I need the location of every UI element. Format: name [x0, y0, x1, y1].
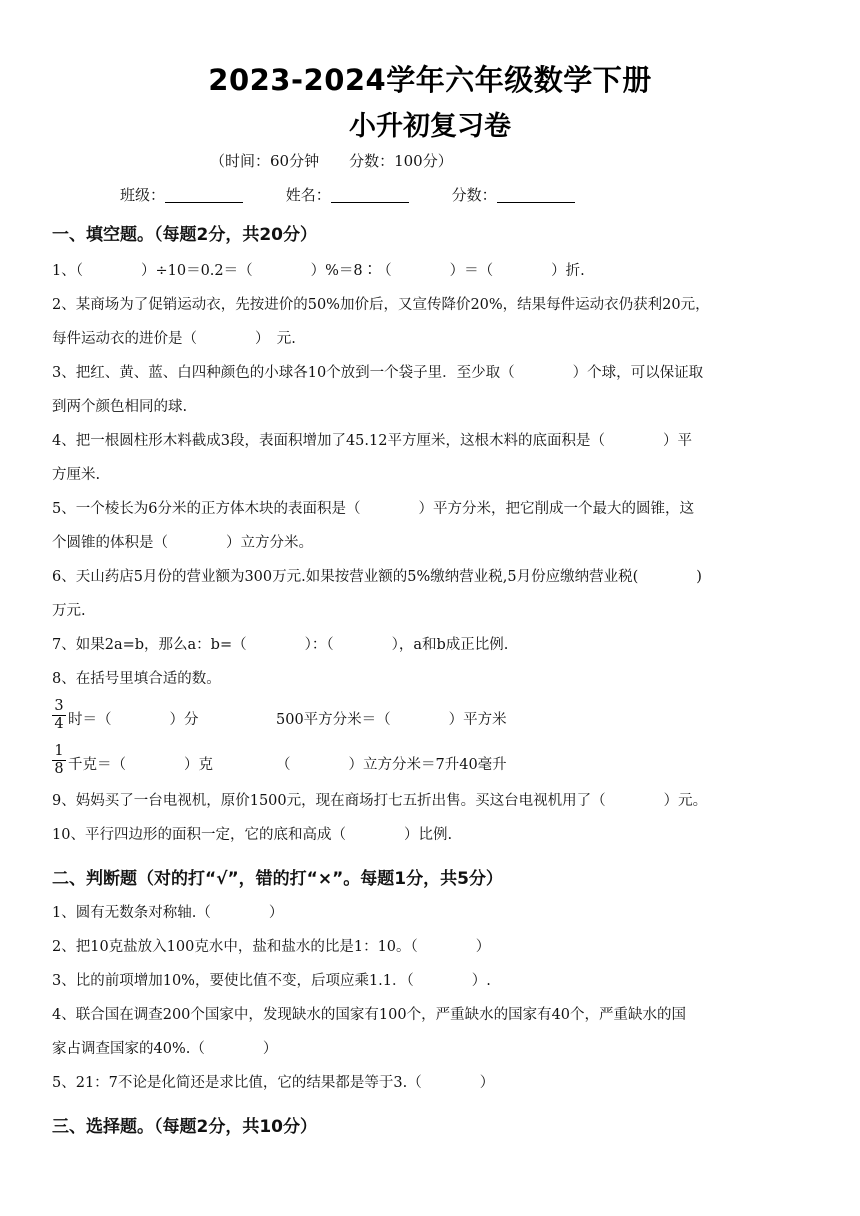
class-label: 班级：	[120, 186, 166, 204]
class-blank[interactable]	[165, 188, 243, 203]
question-1-4-line2: 方厘米.	[52, 467, 101, 483]
question-1-7: 7、如果2a=b，那么a：b=（ ）：（ ），a和b成正比例.	[52, 637, 509, 653]
exam-title: 2023-2024学年六年级数学下册	[208, 63, 652, 97]
section-heading-fill-in: 一、填空题。（每题2分，共20分）	[52, 225, 317, 245]
question-2-2: 2、把10克盐放入100克水中，盐和盐水的比是1：10。（ ）	[52, 939, 491, 955]
question-1-6-line2: 万元.	[52, 603, 86, 619]
name-field	[286, 184, 409, 205]
fraction-numerator: 3	[52, 698, 66, 716]
score-label: 分数：	[451, 186, 497, 204]
fraction-numerator: 1	[52, 743, 66, 761]
question-1-2-line2: 每件运动衣的进价是（ ） 元.	[52, 331, 296, 347]
question-1-6-line1: 6、天山药店5月份的营业额为300万元.如果按营业额的5%缴纳营业税,5月份应缴纳营业税( )	[52, 569, 702, 585]
question-2-4-line2: 家占调查国家的40%.（ ）	[52, 1041, 278, 1057]
fraction-three-quarters	[52, 698, 66, 733]
q8-cubic-dm-volume: （ ）立方分米＝7升40毫升	[276, 757, 507, 773]
time-score-info: （时间：60分钟 分数：100分）	[210, 152, 453, 170]
question-1-9: 9、妈妈买了一台电视机，原价1500元，现在商场打七五折出售。买这台电视机用了（ ）元。	[52, 793, 708, 809]
exam-subtitle: 小升初复习卷	[349, 111, 511, 142]
question-1-2-line1: 2、某商场为了促销运动衣，先按进价的50%加价后，又宣传降价20%，结果每件运动衣仍获利20元，	[52, 297, 710, 313]
question-2-4-line1: 4、联合国在调查200个国家中，发现缺水的国家有100个，严重缺水的国家有40个，严重缺水的国	[52, 1007, 687, 1023]
question-2-1: 1、圆有无数条对称轴.（ ）	[52, 905, 284, 921]
q8-hours-to-minutes: 时＝（ ）分	[68, 712, 199, 728]
q8-kg-to-g: 千克＝（ ）克	[68, 757, 213, 773]
question-1-5-line1: 5、一个棱长为6分米的正方体木块的表面积是（ ）平方分米，把它削成一个最大的圆锥，这	[52, 501, 694, 517]
section-heading-true-false: 二、判断题（对的打“√”，错的打“×”。每题1分，共5分）	[52, 869, 503, 889]
question-2-5: 5、21：7不论是化简还是求比值，它的结果都是等于3.（ ）	[52, 1075, 495, 1091]
question-1-4-line1: 4、把一根圆柱形木料截成3段，表面积增加了45.12平方厘米，这根木料的底面积是（ ）平	[52, 433, 692, 449]
fraction-denominator: 4	[54, 716, 64, 732]
score-field	[452, 184, 575, 205]
q8-sq-dm-to-sq-m: 500平方分米＝（ ）平方米	[276, 712, 507, 728]
fraction-one-eighth	[52, 743, 66, 778]
student-info-row	[120, 184, 613, 205]
question-1-1: 1、（ ）÷10＝0.2＝（ ）%＝8∶（ ）＝（ ）折.	[52, 263, 585, 279]
question-1-10: 10、平行四边形的面积一定，它的底和高成（ ）比例.	[52, 827, 453, 843]
fraction-denominator: 8	[54, 761, 64, 777]
question-2-3: 3、比的前项增加10%，要使比值不变，后项应乘1.1．（ ）.	[52, 973, 491, 989]
name-blank[interactable]	[331, 188, 409, 203]
question-1-5-line2: 个圆锥的体积是（ ）立方分米。	[52, 535, 313, 551]
question-1-3-line2: 到两个颜色相同的球.	[52, 399, 188, 415]
section-heading-multiple-choice: 三、选择题。（每题2分，共10分）	[52, 1117, 317, 1137]
question-1-3-line1: 3、把红、黄、蓝、白四种颜色的小球各10个放到一个袋子里．至少取（ ）个球，可以保证取	[52, 365, 704, 381]
class-field	[120, 184, 243, 205]
question-1-8: 8、在括号里填合适的数。	[52, 671, 221, 687]
score-blank[interactable]	[497, 188, 575, 203]
name-label: 姓名：	[285, 186, 331, 204]
